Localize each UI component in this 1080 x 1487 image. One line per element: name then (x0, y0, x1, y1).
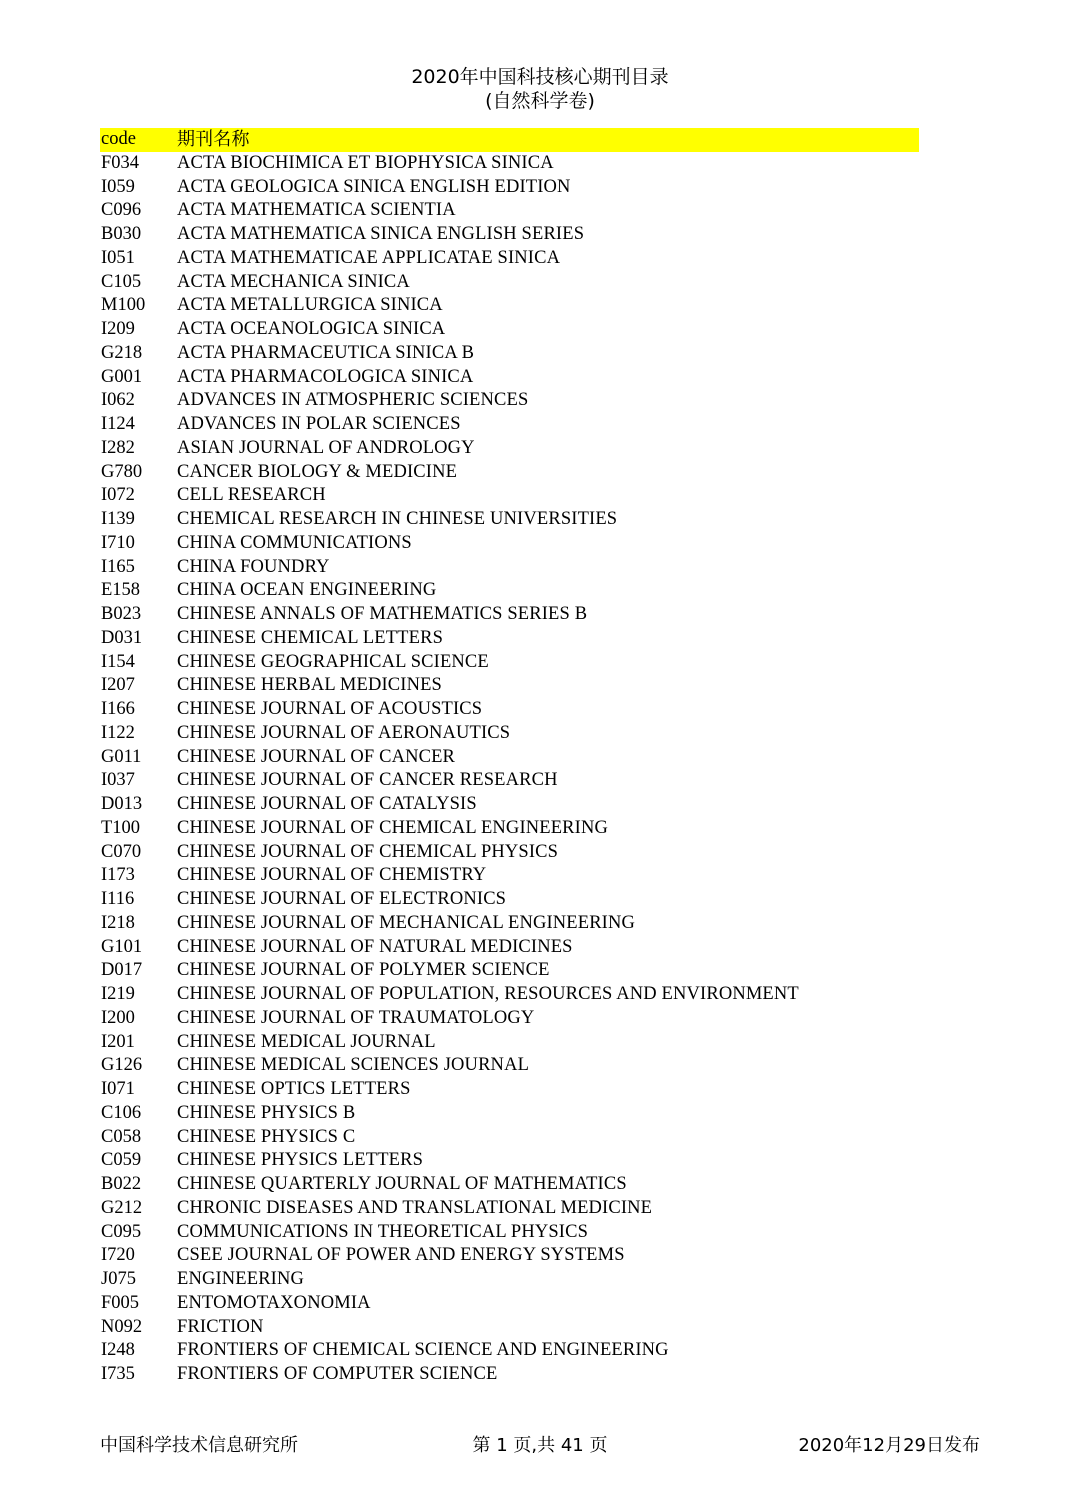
journal-name: ASIAN JOURNAL OF ANDROLOGY (177, 437, 475, 458)
journal-code: I124 (101, 414, 135, 434)
journal-code: E158 (101, 580, 141, 601)
journal-name: CHINESE JOURNAL OF CHEMISTRY (177, 865, 487, 886)
table-row (100, 366, 919, 390)
journal-code: I219 (101, 984, 135, 1004)
journal-code: I154 (101, 651, 135, 672)
table-row (100, 579, 919, 603)
table-row (100, 888, 919, 912)
table-row (100, 413, 919, 437)
journal-name: ACTA PHARMACOLOGICA SINICA (177, 366, 474, 387)
journal-name: CHINESE JOURNAL OF CHEMICAL PHYSICS (177, 841, 559, 862)
table-row (100, 1363, 919, 1387)
journal-name: ACTA BIOCHIMICA ET BIOPHYSICA SINICA (177, 152, 554, 173)
journal-code: I173 (101, 865, 135, 886)
journal-code: T100 (101, 817, 141, 838)
journal-name: CHINESE JOURNAL OF POLYMER SCIENCE (177, 960, 550, 981)
table-row (100, 1221, 919, 1245)
journal-name: ACTA MATHEMATICAE APPLICATAE SINICA (177, 247, 561, 268)
journal-code: I200 (101, 1007, 135, 1028)
table-row (100, 247, 919, 271)
journal-name: CHINESE ANNALS OF MATHEMATICS SERIES B (177, 604, 588, 624)
journal-name: ACTA OCEANOLOGICA SINICA (177, 319, 446, 339)
table-row (100, 1007, 919, 1031)
table-row (100, 1292, 919, 1316)
table-row (100, 817, 919, 841)
journal-code: I282 (101, 437, 135, 458)
journal-name: CHINESE JOURNAL OF MECHANICAL ENGINEERING (177, 912, 636, 933)
footer-institution: 中国科学技术信息研究所 (100, 1435, 298, 1456)
table-row (100, 864, 919, 888)
footer-publish-date: 2020年12月29日发布 (798, 1435, 980, 1456)
journal-code: C105 (101, 271, 142, 292)
journal-code: C096 (101, 200, 142, 221)
journal-code: I166 (101, 699, 135, 719)
journal-code: J075 (101, 1269, 136, 1289)
journal-name: CHINESE HERBAL MEDICINES (177, 675, 442, 696)
table-row (100, 199, 919, 223)
table-row (100, 437, 919, 461)
journal-name: ACTA PHARMACEUTICA SINICA B (177, 342, 475, 363)
journal-code: C059 (101, 1150, 142, 1171)
journal-code: G001 (101, 366, 143, 387)
journal-code: G780 (101, 461, 143, 482)
journal-code: D017 (101, 960, 143, 981)
document-title: 2020年中国科技核心期刊目录 (411, 66, 669, 88)
table-row (100, 769, 919, 793)
journal-code: I207 (101, 675, 135, 696)
journal-name: CHINESE PHYSICS LETTERS (177, 1150, 424, 1171)
journal-name: ACTA MATHEMATICA SINICA ENGLISH SERIES (177, 224, 585, 244)
journal-code: C058 (101, 1126, 142, 1147)
journal-code: I037 (101, 770, 135, 791)
journal-code: G126 (101, 1055, 143, 1076)
journal-code: N092 (101, 1316, 143, 1337)
table-row (100, 508, 919, 532)
table-row (100, 651, 919, 675)
journal-name: CHINA FOUNDRY (177, 556, 330, 577)
journal-code: I071 (101, 1079, 135, 1099)
table-row (100, 342, 919, 366)
journal-code: C106 (101, 1102, 142, 1123)
journal-name: CHINESE PHYSICS B (177, 1102, 356, 1123)
journal-name: CHINESE GEOGRAPHICAL SCIENCE (177, 651, 489, 672)
journal-code: C070 (101, 841, 142, 862)
journal-name: FRONTIERS OF COMPUTER SCIENCE (177, 1364, 498, 1384)
table-row (100, 1078, 919, 1102)
journal-code: G212 (101, 1197, 143, 1218)
journal-name: CHINESE JOURNAL OF NATURAL MEDICINES (177, 936, 573, 957)
table-row (100, 959, 919, 983)
journal-code: M100 (101, 295, 146, 316)
journal-name: ACTA MECHANICA SINICA (177, 271, 410, 292)
journal-code: I122 (101, 722, 135, 743)
journal-code: I062 (101, 390, 135, 411)
document-subtitle: (自然科学卷) (485, 90, 595, 112)
journal-code: F034 (101, 152, 140, 173)
journal-code: D013 (101, 794, 143, 814)
journal-code: B023 (101, 604, 142, 624)
table-row (100, 1031, 919, 1055)
journal-name: ACTA METALLURGICA SINICA (177, 295, 443, 316)
journal-name: CHINESE JOURNAL OF TRAUMATOLOGY (177, 1007, 535, 1028)
table-row (100, 698, 919, 722)
table-row (100, 793, 919, 817)
journal-name: ADVANCES IN ATMOSPHERIC SCIENCES (177, 390, 529, 411)
table-row (100, 722, 919, 746)
journal-name: CHINESE JOURNAL OF CATALYSIS (177, 794, 477, 814)
journal-code: I720 (101, 1245, 135, 1266)
table-row (100, 294, 919, 318)
table-row (100, 556, 919, 580)
table-row (100, 983, 919, 1007)
journal-name: CHEMICAL RESEARCH IN CHINESE UNIVERSITIES (177, 509, 618, 529)
table-row (100, 1054, 919, 1078)
footer-page-info: 第 1 页,共 41 页 (472, 1435, 608, 1456)
journal-code: I165 (101, 556, 135, 577)
table-row (100, 1244, 919, 1268)
journal-code: I139 (101, 509, 135, 529)
journal-code: I209 (101, 319, 135, 339)
table-row (100, 1316, 919, 1340)
journal-name: CHINESE MEDICAL JOURNAL (177, 1031, 436, 1052)
journal-name: CHINA OCEAN ENGINEERING (177, 580, 437, 601)
table-row (100, 223, 919, 247)
table-body (100, 152, 919, 1387)
journal-name: FRONTIERS OF CHEMICAL SCIENCE AND ENGINEERING (177, 1340, 669, 1361)
journal-code: B030 (101, 224, 142, 244)
journal-code: C095 (101, 1221, 142, 1242)
table-row (100, 936, 919, 960)
table-row (100, 627, 919, 651)
journal-name: CHINESE JOURNAL OF ACOUSTICS (177, 699, 483, 719)
journal-code: I072 (101, 485, 135, 506)
journal-code: I710 (101, 532, 135, 553)
table-row (100, 176, 919, 200)
journal-name: CANCER BIOLOGY & MEDICINE (177, 461, 458, 482)
journal-code: I218 (101, 912, 135, 933)
journal-code: D031 (101, 627, 143, 648)
journal-name: CHINESE JOURNAL OF CHEMICAL ENGINEERING (177, 817, 608, 838)
journal-code: G101 (101, 936, 143, 957)
journal-name: CHINESE JOURNAL OF CANCER (177, 746, 456, 767)
journal-name: CHINESE JOURNAL OF POPULATION, RESOURCES AND ENVIRONMENT (177, 984, 799, 1004)
journal-name: CHRONIC DISEASES AND TRANSLATIONAL MEDICINE (177, 1197, 653, 1218)
table-row (100, 484, 919, 508)
journal-code: G011 (101, 746, 142, 767)
journal-name: CELL RESEARCH (177, 485, 326, 506)
table-row (100, 389, 919, 413)
journal-name: ADVANCES IN POLAR SCIENCES (177, 414, 461, 434)
journal-name: CHINESE CHEMICAL LETTERS (177, 627, 444, 648)
table-row (100, 532, 919, 556)
table-row (100, 461, 919, 485)
table-row (100, 318, 919, 342)
table-row (100, 746, 919, 770)
journal-name: CHINESE JOURNAL OF CANCER RESEARCH (177, 770, 558, 791)
journal-name: CHINA COMMUNICATIONS (177, 532, 412, 553)
journal-name: FRICTION (177, 1316, 264, 1337)
table-row (100, 603, 919, 627)
table-row (100, 1339, 919, 1363)
table-row (100, 912, 919, 936)
journal-code: B022 (101, 1174, 142, 1194)
journal-name: CHINESE MEDICAL SCIENCES JOURNAL (177, 1055, 530, 1076)
journal-name: CSEE JOURNAL OF POWER AND ENERGY SYSTEMS (177, 1245, 625, 1266)
journal-name: CHINESE QUARTERLY JOURNAL OF MATHEMATICS (177, 1174, 627, 1194)
journal-name: COMMUNICATIONS IN THEORETICAL PHYSICS (177, 1221, 589, 1242)
journal-code: I051 (101, 247, 135, 268)
journal-name: CHINESE JOURNAL OF ELECTRONICS (177, 889, 507, 909)
table-row (100, 1197, 919, 1221)
journal-name: ACTA GEOLOGICA SINICA ENGLISH EDITION (177, 176, 571, 197)
table-row (100, 1126, 919, 1150)
journal-code: G218 (101, 342, 143, 363)
table-row (100, 1102, 919, 1126)
column-header-code: code (101, 129, 136, 149)
journal-code: I735 (101, 1364, 135, 1384)
table-row (100, 1149, 919, 1173)
journal-code: I116 (101, 889, 135, 909)
journal-code: I248 (101, 1340, 135, 1361)
table-row (100, 271, 919, 295)
table-row (100, 841, 919, 865)
journal-name: ACTA MATHEMATICA SCIENTIA (177, 200, 456, 221)
table-header-row (100, 128, 919, 152)
journal-code: F005 (101, 1292, 140, 1313)
journal-table (100, 128, 919, 1387)
journal-name: CHINESE PHYSICS C (177, 1126, 356, 1147)
table-row (100, 1173, 919, 1197)
journal-name: CHINESE OPTICS LETTERS (177, 1079, 411, 1099)
journal-name: ENTOMOTAXONOMIA (177, 1292, 371, 1313)
table-row (100, 152, 919, 176)
journal-name: CHINESE JOURNAL OF AERONAUTICS (177, 722, 511, 743)
column-header-name: 期刊名称 (177, 129, 250, 150)
table-row (100, 674, 919, 698)
journal-code: I059 (101, 176, 135, 197)
table-row (100, 1268, 919, 1292)
journal-name: ENGINEERING (177, 1269, 305, 1289)
journal-code: I201 (101, 1031, 135, 1052)
